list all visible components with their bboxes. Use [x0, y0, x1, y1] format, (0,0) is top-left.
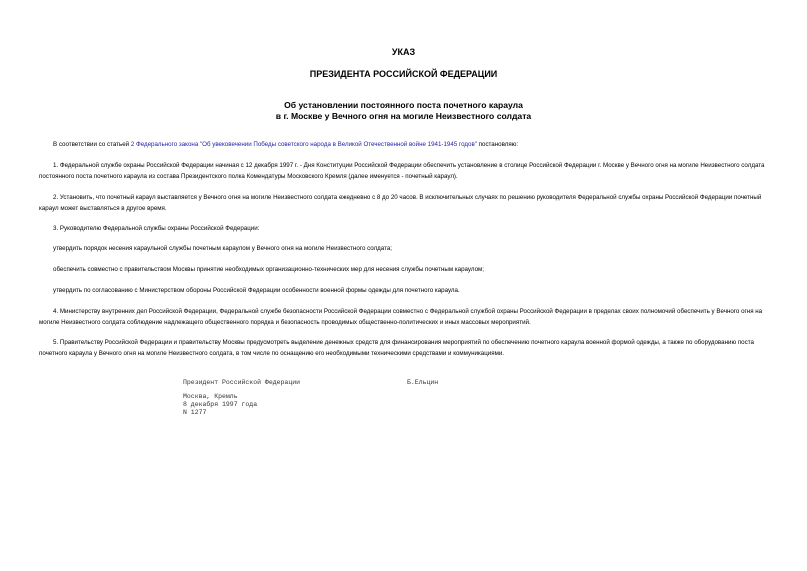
signature-name: Б.Ельцин — [407, 379, 439, 386]
intro-text-after: постановляю: — [476, 141, 519, 148]
intro-text-before: В соответствии со статьей — [53, 141, 131, 148]
paragraph-3: 3. Руководителю Федеральной службы охраны Российской Федерации: — [53, 225, 260, 232]
paragraph-1: 1. Федеральной службе охраны Российской Федерации начиная с 12 декабря 1997 г. - Дня Конституции Российской Федерации обеспечить установление в столице Российской Федерации г. Москве у Вечного огня на могиле Неизвестного солдата постоянного поста почетного караула из состава Президентского полка Комендатуры Московского Кремля (далее именуется - почетный караул). — [39, 162, 765, 180]
paragraph-2: 2. Установить, что почетный караул выставляется у Вечного огня на могиле Неизвестного солдата ежедневно с 8 до 20 часов. В исключительных случаях по решению руководителя Федеральной службы охраны Российской Федерации почетный караул может выставляться в другое время. — [39, 194, 762, 212]
paragraph-5: 5. Правительству Российской Федерации и правительству Москвы предусмотреть выделение денежных средств для финансирования мероприятий по обеспечению почетного караула военной формой одежды, а также по оборудованию поста почетного караула у Вечного огня на могиле Неизвестного солдата, в том числе по оснащению его необходимыми техническими средствами и коммуникациями. — [39, 339, 754, 357]
federal-law-link[interactable]: 2 Федерального закона "Об увековечении Победы советского народа в Великой Отечественной войне 1941-1945 годов" — [130, 141, 477, 148]
subject-line-1: Об установлении постоянного поста почетного караула — [284, 100, 523, 110]
document-issuer: ПРЕЗИДЕНТА РОССИЙСКОЙ ФЕДЕРАЦИИ — [309, 69, 498, 79]
paragraph-3-item-c: утвердить по согласованию с Министерством обороны Российской Федерации особенности военной формы одежды для почетного караула. — [53, 287, 460, 294]
subject-line-2: в г. Москве у Вечного огня на могиле Неизвестного солдата — [275, 111, 532, 121]
paragraph-4: 4. Министерству внутренних дел Российской Федерации, Федеральной службе безопасности Российской Федерации совместно с Федеральной службой охраны Российской Федерации в пределах своих полномочий обеспечить у Вечного огня на могиле Неизвестного солдата соблюдение надлежащего общественного порядка и безопасность проводимых общественно-политических и иных массовых мероприятий. — [39, 308, 763, 326]
signature-place: Москва, Кремль — [183, 393, 238, 400]
decree-number: N 1277 — [183, 409, 207, 416]
signature-date: 8 декабря 1997 года — [183, 401, 258, 408]
paragraph-3-item-b: обеспечить совместно с правительством Москвы принятие необходимых организационно-технических мер для несения службы почетным караулом; — [53, 266, 484, 273]
signature-position: Президент Российской Федерации — [183, 379, 301, 386]
document-type-title: УКАЗ — [391, 47, 416, 57]
paragraph-3-item-a: утвердить порядок несения караульной службы почетным караулом у Вечного огня на могиле Неизвестного солдата; — [53, 245, 393, 252]
document-subject — [0, 100, 807, 122]
intro-paragraph — [39, 139, 769, 150]
